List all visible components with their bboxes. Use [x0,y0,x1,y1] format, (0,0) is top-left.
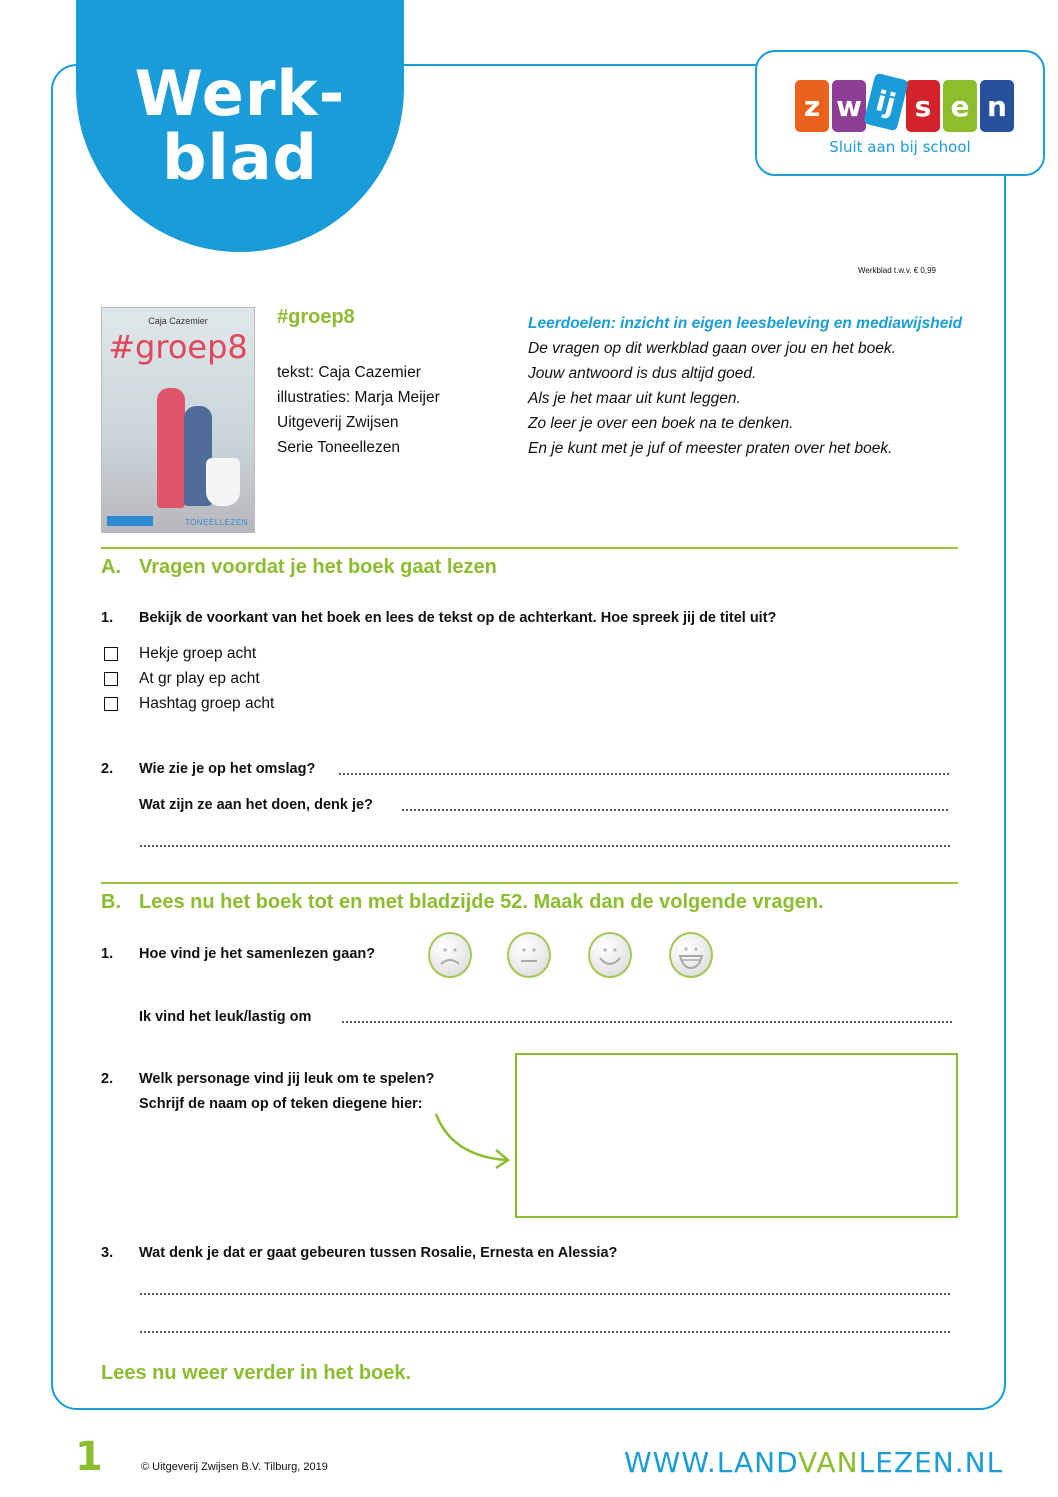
question-number: 2. [101,761,114,777]
book-cover-image [101,307,255,533]
option-label: Hashtag groep acht [139,695,275,712]
answer-line[interactable] [139,1293,950,1295]
section-b-title: Lees nu het boek tot en met bladzijde 52. Maak dan de volgende vragen. [139,891,824,913]
drawing-answer-box[interactable] [515,1053,958,1218]
logo-tile: w [832,80,866,132]
question-number: 2. [101,1071,114,1087]
section-divider [101,882,958,884]
answer-line[interactable] [401,809,950,811]
site-mid: VAN [798,1446,859,1479]
neutral-face-icon[interactable] [507,932,551,978]
section-a-letter: A. [101,556,121,578]
answer-line[interactable] [139,845,950,847]
section-b-letter: B. [101,891,121,913]
learning-goals [528,311,962,461]
arrow-icon [430,1110,520,1170]
cover-publisher-logo [107,516,153,526]
book-series: Serie Toneellezen [277,439,400,456]
checkbox[interactable] [104,647,118,661]
page-title [76,57,404,194]
logo-tagline: Sluit aan bij school [829,138,971,156]
logo-tiles [795,80,1014,132]
answer-line[interactable] [139,1331,950,1333]
logo-tile: z [795,80,829,132]
book-illustrator: illustraties: Marja Meijer [277,389,440,406]
logo-tile: s [906,80,940,132]
option-at[interactable] [104,670,260,688]
website-link[interactable] [624,1446,1003,1479]
goals-line: Als je het maar uit kunt leggen. [528,390,741,407]
cover-author: Caja Cazemier [148,316,208,326]
option-label: Hekje groep acht [139,645,257,662]
page-number: 1 [75,1434,103,1480]
question-a1: Bekijk de voorkant van het boek en lees de tekst op de achterkant. Hoe spreek jij de titel uit? [139,610,777,626]
option-hashtag[interactable] [104,695,274,713]
cover-title: #groep8 [108,328,248,366]
cover-illustration-toilet [206,458,240,506]
book-author: tekst: Caja Cazemier [277,364,421,381]
question-a2-followup: Wat zijn ze aan het doen, denk je? [139,797,373,813]
checkbox[interactable] [104,672,118,686]
price-note: Werkblad t.w.v. € 0,99 [858,266,936,275]
question-b3: Wat denk je dat er gaat gebeuren tussen Rosalie, Ernesta en Alessia? [139,1245,618,1261]
option-label: At gr play ep acht [139,670,260,687]
book-publisher: Uitgeverij Zwijsen [277,414,399,431]
closing-instruction: Lees nu weer verder in het boek. [101,1362,412,1384]
site-suffix: LEZEN.NL [858,1446,1004,1479]
section-divider [101,547,958,549]
logo-tile: e [943,80,977,132]
very-happy-face-icon[interactable] [669,932,713,978]
book-title: #groep8 [277,306,355,328]
cover-illustration-girl [157,388,185,508]
copyright: © Uitgeverij Zwijsen B.V. Tilburg, 2019 [141,1461,328,1473]
section-a-heading [101,556,497,579]
title-line-2: blad [162,121,318,194]
question-a2: Wie zie je op het omslag? [139,761,316,777]
goals-line: Jouw antwoord is dus altijd goed. [528,365,757,382]
goals-line: Zo leer je over een boek na te denken. [528,415,794,432]
question-number: 1. [101,946,114,962]
site-prefix: WWW.LAND [624,1446,799,1479]
title-line-1: Werk- [134,57,346,130]
book-meta [277,360,440,460]
section-a-title: Vragen voordat je het boek gaat lezen [139,556,497,578]
question-b2: Welk personage vind jij leuk om te spelen? [139,1071,435,1087]
goals-title: Leerdoelen: inzicht in eigen leesbeleving en mediawijsheid [528,315,963,332]
checkbox[interactable] [104,697,118,711]
answer-line[interactable] [338,773,950,775]
answer-line[interactable] [341,1021,953,1023]
section-b-heading [101,891,824,914]
publisher-logo [755,50,1045,176]
question-number: 3. [101,1245,114,1261]
logo-tile: n [980,80,1014,132]
sad-face-icon[interactable] [428,932,472,978]
happy-face-icon[interactable] [588,932,632,978]
cover-series: TONEELLEZEN [184,518,248,527]
question-b2-instruction: Schrijf de naam op of teken diegene hier: [139,1096,423,1112]
question-b1-followup: Ik vind het leuk/lastig om [139,1009,312,1025]
goals-line: En je kunt met je juf of meester praten over het boek. [528,440,893,457]
question-b1: Hoe vind je het samenlezen gaan? [139,946,376,962]
question-number: 1. [101,610,114,626]
logo-tile: ij [863,73,909,132]
option-hekje[interactable] [104,645,256,663]
goals-line: De vragen op dit werkblad gaan over jou en het boek. [528,340,896,357]
